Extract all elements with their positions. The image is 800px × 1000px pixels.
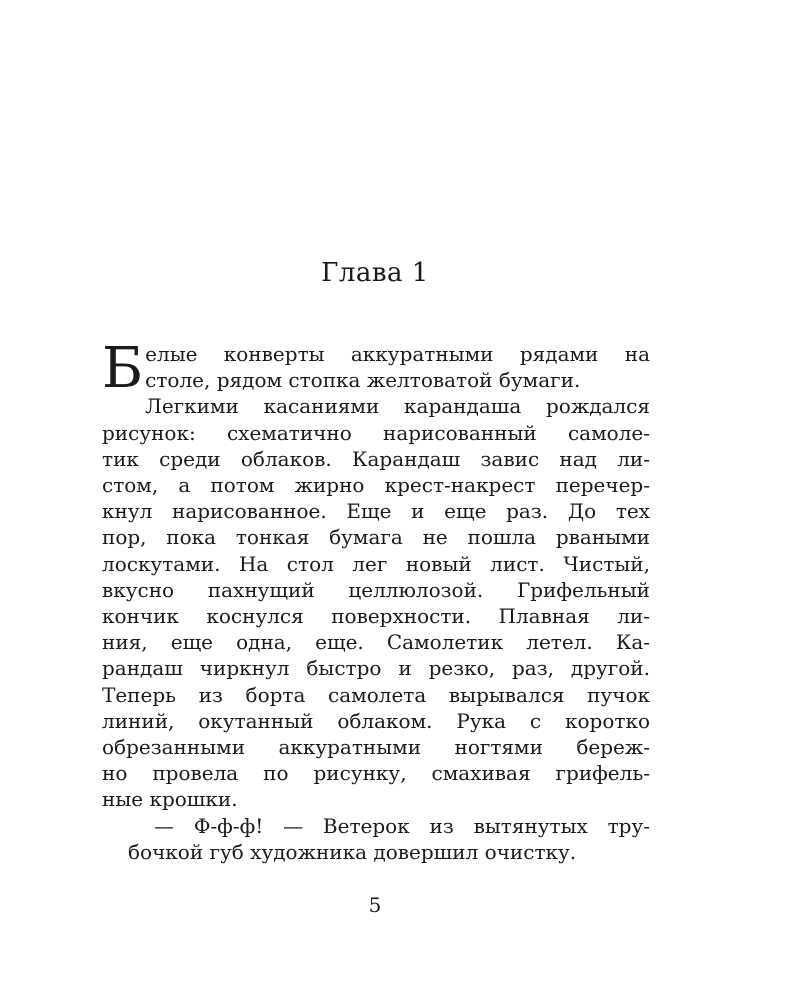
chapter-body <box>102 336 650 865</box>
text-line: обрезанными аккуратными ногтями береж- <box>102 735 650 760</box>
text-line: вкусно пахнущий целлюлозой. Грифельный <box>102 577 650 602</box>
text-line: ные крошки. <box>102 787 238 812</box>
text-line: столе, рядом стопка желтоватой бумаги. <box>145 368 581 393</box>
text-line: кончик коснулся поверхности. Плавная ли- <box>102 604 650 629</box>
text-line: тик среди облаков. Карандаш завис над ли- <box>102 446 650 471</box>
text-line: — Ф-ф-ф! — Ветерок из вытянутых тру- <box>154 813 650 838</box>
text-line: линий, окутанный облаком. Рука с коротко <box>102 708 650 733</box>
chapter-title: Глава 1 <box>321 258 429 288</box>
text-line: Теперь из борта самолета вырывался пучок <box>102 682 650 707</box>
text-line: ния, еще одна, еще. Самолетик летел. Ка- <box>102 630 650 655</box>
text-line: но провела по рисунку, смахивая грифель- <box>102 761 650 786</box>
text-line: елые конверты аккуратными рядами на <box>145 342 650 366</box>
text-line: Легкими касаниями карандаша рождался <box>145 394 650 419</box>
text-line: рандаш чиркнул быстро и резко, раз, другой. <box>102 656 650 681</box>
text-line: лоскутами. На стол лег новый лист. Чистый, <box>102 551 650 576</box>
text-line: стом, а потом жирно крест-накрест перечер- <box>102 473 650 498</box>
text-line: рисунок: схематично нарисованный самоле- <box>102 420 650 445</box>
drop-cap: Б <box>102 336 144 401</box>
paragraph-1 <box>102 336 650 813</box>
text-line: бочкой губ художника довершил очистку. <box>128 839 577 864</box>
text-line: кнул нарисованное. Еще и еще раз. До тех <box>102 499 650 524</box>
text-line: пор, пока тонкая бумага не пошла рваными <box>102 525 650 550</box>
page-number: 5 <box>368 893 382 917</box>
paragraph-2 <box>102 813 650 865</box>
